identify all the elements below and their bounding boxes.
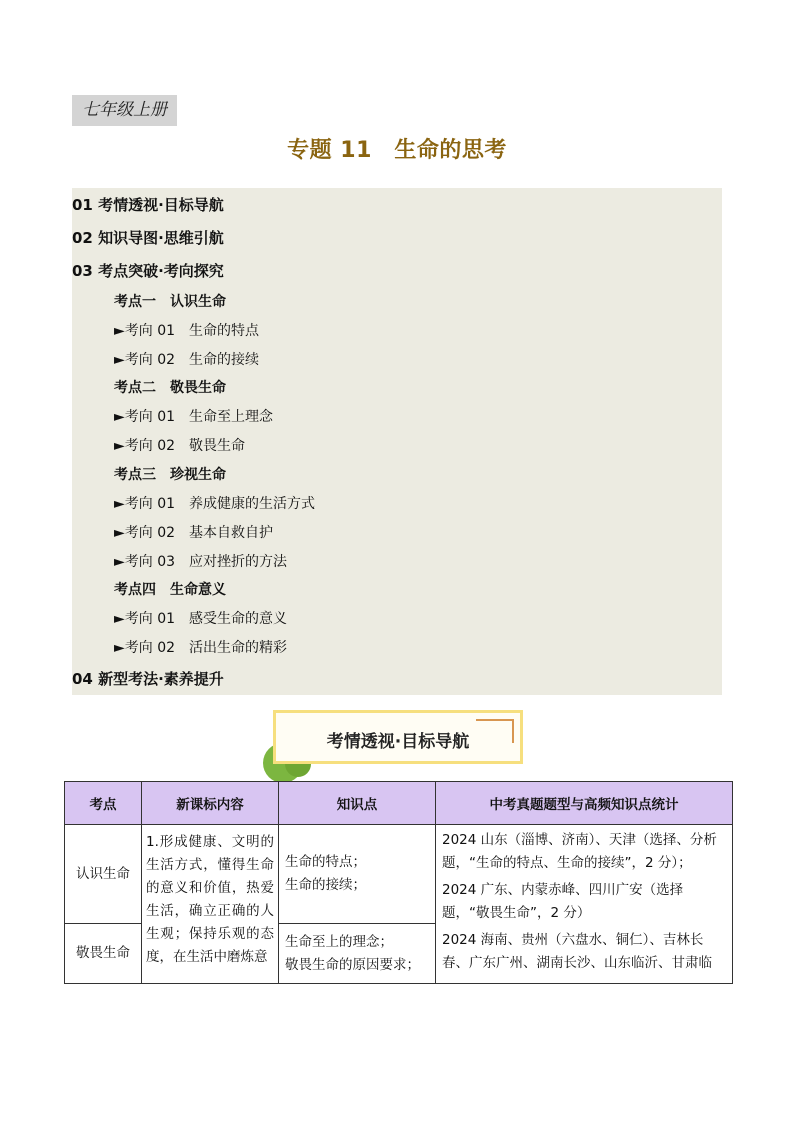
curriculum-standard-cell: 1.形成健康、文明的生活方式，懂得生命的意义和价值，热爱生活，确立正确的人生观；保持乐观的态度，在生活中磨炼意 <box>142 825 279 984</box>
section-banner <box>263 707 528 769</box>
toc-direction[interactable]: ►考向 02 敬畏生命 <box>114 438 246 454</box>
knowledge-item: 生命的特点； <box>285 854 366 870</box>
toc-topic[interactable]: 考点四 生命意义 <box>114 582 226 598</box>
toc-section[interactable]: 02 知识导图·思维引航 <box>72 229 224 247</box>
exam-point-cell: 认识生命 <box>65 825 142 924</box>
stat-entry: 2024 海南、贵州（六盘水、铜仁）、吉林长春、广东广州、湖南长沙、山东临沂、甘肃临 <box>442 932 712 971</box>
knowledge-item: 生命至上的理念； <box>285 933 393 950</box>
toc-topic[interactable]: 考点二 敬畏生命 <box>114 380 226 396</box>
banner-title: 考情透视·目标导航 <box>326 732 470 752</box>
toc-section[interactable]: 03 考点突破·考向探究 <box>72 262 224 280</box>
stat-entry: 2024 山东（淄博、济南）、天津（选择、分析题，“生命的特点、生命的接续”，2 分）； <box>442 832 717 871</box>
stat-entry: 2024 广东、内蒙赤峰、四川广安（选择题，“敬畏生命”，2 分） <box>442 882 684 921</box>
toc-direction[interactable]: ►考向 01 感受生命的意义 <box>114 611 288 627</box>
exam-point-cell: 敬畏生命 <box>65 924 142 984</box>
column-header: 新课标内容 <box>142 782 279 825</box>
toc-direction[interactable]: ►考向 02 基本自救自护 <box>114 525 274 541</box>
toc-direction[interactable]: ►考向 03 应对挫折的方法 <box>114 554 288 570</box>
page-title: 专题 11 生命的思考 <box>287 138 507 163</box>
table-row <box>65 825 733 924</box>
knowledge-cell <box>279 924 436 984</box>
toc-direction[interactable]: ►考向 02 生命的接续 <box>114 352 260 368</box>
knowledge-item: 生命的接续； <box>285 877 366 893</box>
exam-stats-table <box>64 781 733 984</box>
toc-direction[interactable]: ►考向 01 生命至上理念 <box>114 409 274 425</box>
toc-section[interactable]: 01 考情透视·目标导航 <box>72 196 224 214</box>
table-of-contents <box>72 188 722 695</box>
exam-stats-cell <box>436 825 733 984</box>
toc-topic[interactable]: 考点一 认识生命 <box>114 294 226 310</box>
toc-section[interactable]: 04 新型考法·素养提升 <box>72 670 224 688</box>
table-header-row <box>65 782 733 825</box>
toc-direction[interactable]: ►考向 02 活出生命的精彩 <box>114 640 288 656</box>
column-header: 中考真题题型与高频知识点统计 <box>436 782 733 825</box>
toc-direction[interactable]: ►考向 01 养成健康的生活方式 <box>114 496 316 512</box>
banner-frame <box>273 710 523 764</box>
toc-topic[interactable]: 考点三 珍视生命 <box>114 467 226 483</box>
knowledge-item: 敬畏生命的原因要求； <box>285 956 420 973</box>
column-header: 知识点 <box>279 782 436 825</box>
grade-tag: 七年级上册 <box>72 95 177 126</box>
column-header: 考点 <box>65 782 142 825</box>
knowledge-cell <box>279 825 436 924</box>
toc-direction[interactable]: ►考向 01 生命的特点 <box>114 323 260 339</box>
